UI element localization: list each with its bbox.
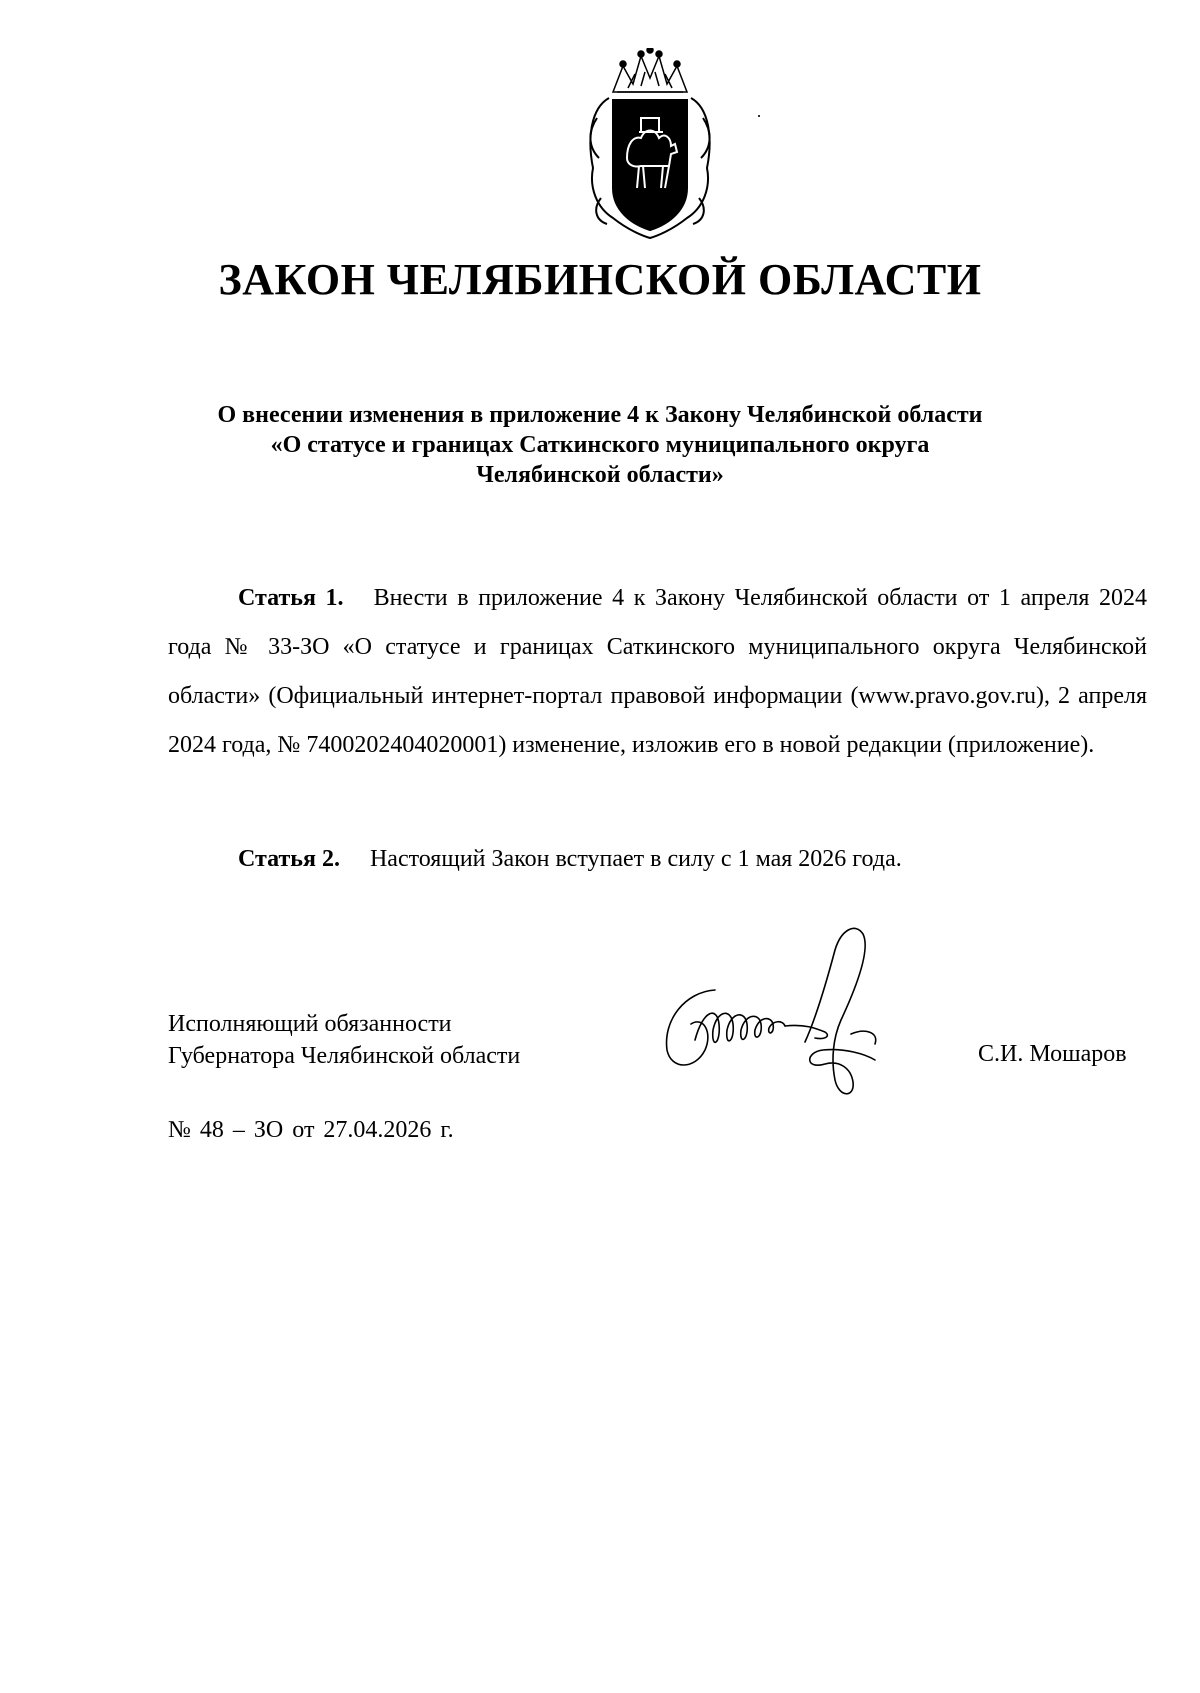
- signer-position-line-1: Исполняющий обязанности: [168, 1011, 452, 1037]
- chelyabinsk-coat-of-arms-icon: [583, 48, 717, 240]
- signer-position: [168, 1008, 520, 1072]
- handwritten-signature-icon: [655, 920, 930, 1105]
- article-2: [168, 835, 1147, 884]
- signer-position-line-2: Губернатора Челябинской области: [168, 1043, 521, 1069]
- subject-line-3: Челябинской области»: [476, 462, 724, 488]
- law-subject: [0, 400, 1200, 490]
- law-title: ЗАКОН ЧЕЛЯБИНСКОЙ ОБЛАСТИ: [218, 255, 982, 304]
- article-1-label: Статья 1.: [238, 585, 344, 611]
- scan-speck: [758, 115, 760, 117]
- document-number: № 48 – ЗО от 27.04.2026 г.: [168, 1117, 454, 1143]
- article-2-text: Настоящий Закон вступает в силу с 1 мая 2026 года.: [369, 846, 902, 872]
- article-1-text: Внести в приложение 4 к Закону Челябинской области от 1 апреля 2024 года № 33-ЗО «О статусе и границах Саткинского муниципального округа Челябинской области» (Официальный интернет-портал правовой информации (www.pravo.gov.ru), 2 апреля 2024 года, № 7400202404020001) изменение, изложив его в новой редакции (приложение).: [168, 585, 1147, 758]
- signer-name: С.И. Мошаров: [978, 1041, 1127, 1067]
- article-2-label: Статья 2.: [238, 846, 340, 872]
- subject-line-1: О внесении изменения в приложение 4 к Закону Челябинской области: [217, 402, 983, 428]
- subject-line-2: «О статусе и границах Саткинского муниципального округа: [270, 432, 930, 458]
- article-1: [168, 574, 1147, 770]
